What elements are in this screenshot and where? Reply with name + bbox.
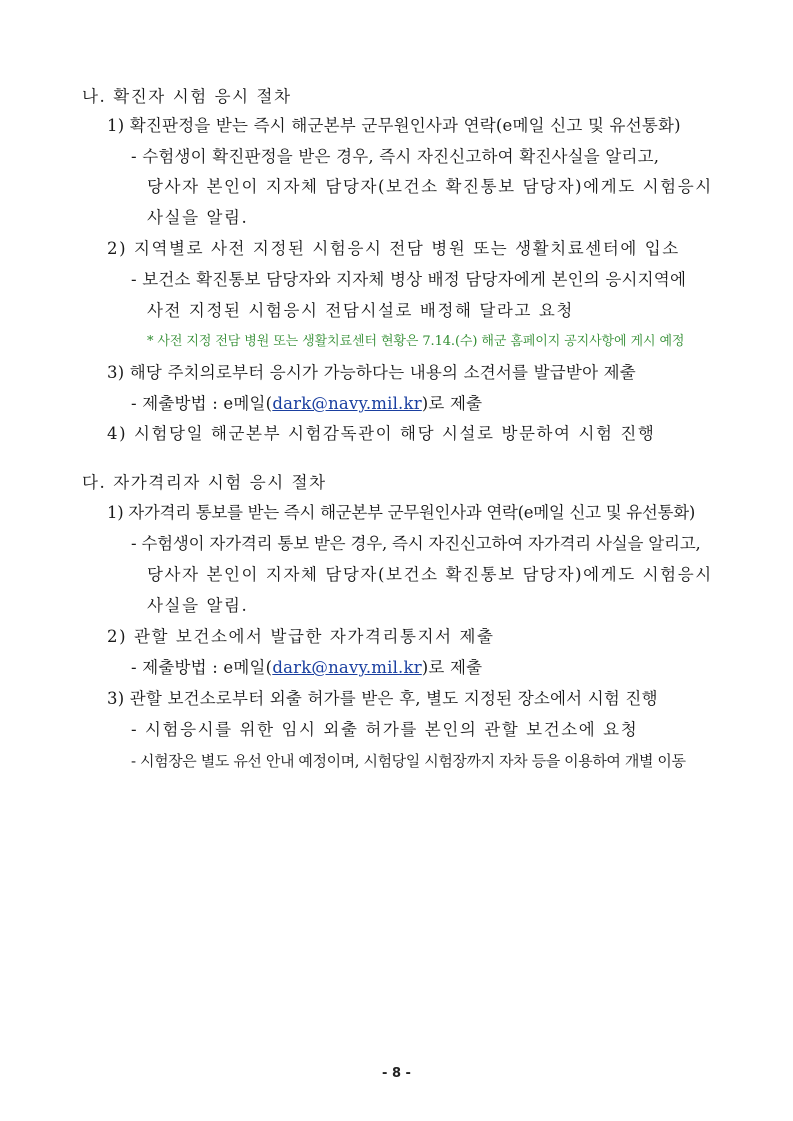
email-link[interactable]: dark@navy.mil.kr [272, 658, 422, 677]
section-c-step2-bullet [131, 657, 482, 679]
section-c-step1-bullet: - 수험생이 자가격리 통보 받은 경우, 즉시 자진신고하여 자가격리 사실을 알리고, [131, 534, 701, 553]
section-b-step1: 1) 확진판정을 받는 즉시 해군본부 군무원인사과 연락(e메일 신고 및 유선통화) [107, 116, 681, 135]
email-link[interactable]: dark@navy.mil.kr [272, 394, 422, 413]
section-c-step1: 1) 자가격리 통보를 받는 즉시 해군본부 군무원인사과 연락(e메일 신고 및 유선통화) [107, 503, 695, 522]
submit-method-prefix: - 제출방법 : e메일( [131, 394, 273, 413]
section-c-step1-cont1: 당사자 본인이 지자체 담당자(보건소 확진통보 담당자)에게도 시험응시 [147, 565, 713, 584]
section-c-step3-bullet2: - 시험장은 별도 유선 안내 예정이며, 시험당일 시험장까지 자차 등을 이용하여 개별 이동 [131, 752, 686, 770]
section-b-step1-bullet: - 수험생이 확진판정을 받은 경우, 즉시 자진신고하여 확진사실을 알리고, [131, 147, 660, 166]
submit-method-suffix: )로 제출 [421, 658, 483, 677]
section-b-step3-bullet [131, 393, 482, 415]
section-b-step1-cont2: 사실을 알림. [147, 208, 249, 227]
section-c-step2: 2) 관할 보건소에서 발급한 자가격리통지서 제출 [107, 627, 495, 646]
section-b-step4: 4) 시험당일 해군본부 시험감독관이 해당 시설로 방문하여 시험 진행 [107, 424, 656, 443]
section-b-step2-bullet: - 보건소 확진통보 담당자와 지자체 병상 배정 담당자에게 본인의 응시지역에 [131, 270, 687, 289]
section-b-step2-cont1: 사전 지정된 시험응시 전담시설로 배정해 달라고 요청 [147, 301, 574, 320]
section-b-step1-cont1: 당사자 본인이 지자체 담당자(보건소 확진통보 담당자)에게도 시험응시 [147, 177, 713, 196]
section-c-step1-cont2: 사실을 알림. [147, 596, 249, 615]
section-b-step3: 3) 해당 주치의로부터 응시가 가능하다는 내용의 소견서를 발급받아 제출 [107, 363, 636, 382]
section-b-step2: 2) 지역별로 사전 지정된 시험응시 전담 병원 또는 생활치료센터에 입소 [107, 239, 680, 258]
section-c-step3: 3) 관할 보건소로부터 외출 허가를 받은 후, 별도 지정된 장소에서 시험 진행 [107, 689, 658, 708]
section-c-step3-bullet1: - 시험응시를 위한 임시 외출 허가를 본인의 관할 보건소에 요청 [131, 720, 639, 739]
page-number: - 8 - [382, 1066, 411, 1081]
section-c-heading: 다. 자가격리자 시험 응시 절차 [82, 473, 327, 492]
section-b-heading: 나. 확진자 시험 응시 절차 [82, 87, 292, 106]
submit-method-prefix: - 제출방법 : e메일( [131, 658, 273, 677]
section-b-step2-note: * 사전 지정 전담 병원 또는 생활치료센터 현황은 7.14.(수) 해군 홈페이지 공지사항에 게시 예정 [147, 334, 685, 349]
submit-method-suffix: )로 제출 [421, 394, 483, 413]
